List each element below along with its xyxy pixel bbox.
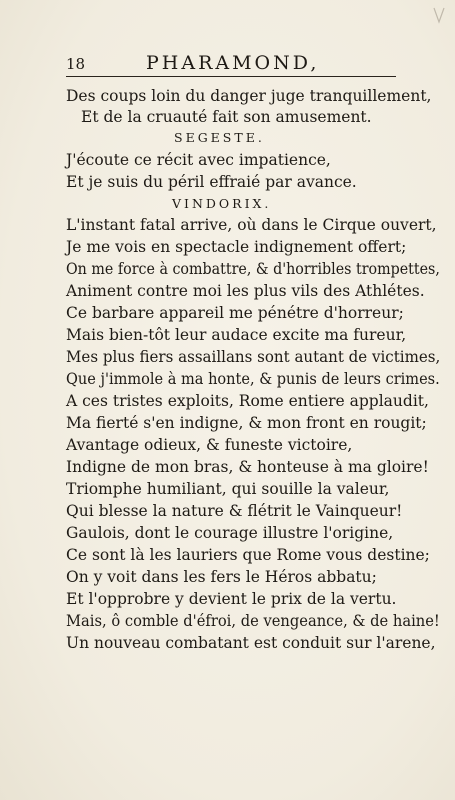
verse-line: Un nouveau combatant est conduit sur l'arene,	[66, 634, 436, 652]
verse-line: Mes plus fiers assaillans sont autant de victimes,	[66, 348, 441, 366]
verse-line: Que j'immole à ma honte, & punis de leurs crimes.	[66, 370, 440, 388]
verse-line: L'instant fatal arrive, où dans le Cirque ouvert,	[66, 216, 437, 234]
speaker-name: SEGESTE.	[174, 130, 265, 145]
verse-line: Ma fierté s'en indigne, & mon front en rougit;	[66, 414, 427, 432]
verse-line: Triomphe humiliant, qui souille la valeur,	[66, 480, 390, 498]
verse-line: Animent contre moi les plus vils des Athlétes.	[66, 282, 425, 300]
verse-line: Des coups loin du danger juge tranquillement,	[66, 87, 432, 105]
verse-line: Je me vois en spectacle indignement offert;	[66, 238, 407, 256]
verse-line: Mais bien-tôt leur audace excite ma fureur,	[66, 326, 407, 344]
corner-mark-icon	[431, 6, 447, 24]
verse-line: Mais, ô comble d'éfroi, de vengeance, & de haine!	[66, 612, 440, 630]
verse-line: A ces tristes exploits, Rome entiere applaudit,	[66, 392, 429, 410]
verse-line: Et je suis du péril effraié par avance.	[66, 173, 357, 191]
verse-line: Ce sont là les lauriers que Rome vous destine;	[66, 546, 430, 564]
page-header	[66, 54, 396, 77]
verse-line: J'écoute ce récit avec impatience,	[66, 151, 331, 169]
verse-line: Et de la cruauté fait son amusement.	[81, 108, 372, 126]
running-title: PHARAMOND,	[146, 52, 320, 74]
verse-line: Ce barbare appareil me pénétre d'horreur;	[66, 304, 404, 322]
verse-line: Et l'opprobre y devient le prix de la vertu.	[66, 590, 397, 608]
verse-line: Gaulois, dont le courage illustre l'origine,	[66, 524, 394, 542]
verse-line: Indigne de mon bras, & honteuse à ma gloire!	[66, 458, 429, 476]
verse-line: Qui blesse la nature & flétrit le Vainqueur!	[66, 502, 403, 520]
speaker-name: VINDORIX.	[172, 196, 272, 211]
page-number: 18	[66, 55, 86, 73]
verse-line: Avantage odieux, & funeste victoire,	[66, 436, 353, 454]
verse-line: On y voit dans les fers le Héros abbatu;	[66, 568, 377, 586]
verse-line: On me force à combattre, & d'horribles trompettes,	[66, 260, 440, 278]
